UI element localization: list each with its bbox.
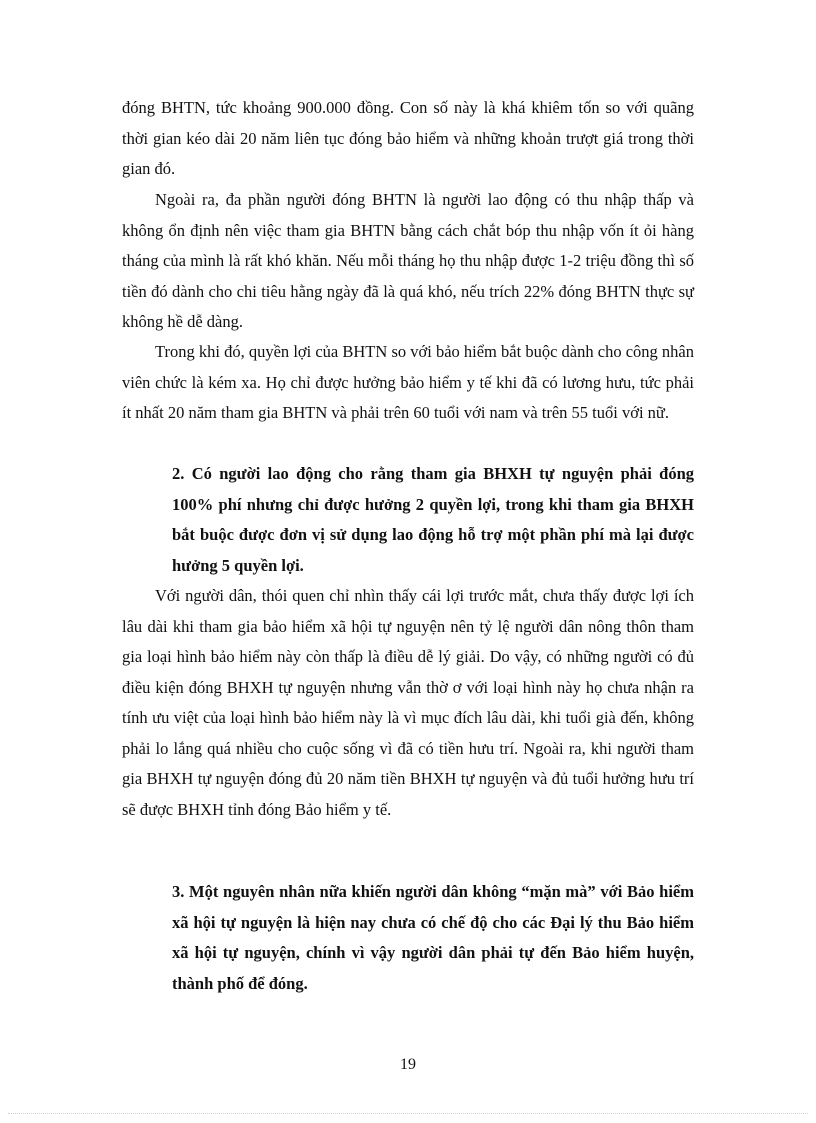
section-heading-3: 3. Một nguyên nhân nữa khiến người dân không “mặn mà” với Bảo hiểm xã hội tự nguyện là hiện nay chưa có chế độ cho các Đại lý thu Bảo hiểm xã hội tự nguyện, chính vì vậy người dân phải tự đến Bảo hiểm huyện, thành phố để đóng. [172,882,694,993]
paragraph-benefits-comparison: Trong khi đó, quyền lợi của BHTN so với bảo hiểm bắt buộc dành cho công nhân viên chức là kém xa. Họ chỉ được hưởng bảo hiểm y tế khi đã có lương hưu, tức phải ít nhất 20 năm tham gia BHTN và phải trên 60 tuổi với nam và trên 55 tuổi với nữ. [122,342,694,422]
paragraph-awareness: Với người dân, thói quen chỉ nhìn thấy cái lợi trước mắt, chưa thấy được lợi ích lâu dài khi tham gia bảo hiểm xã hội tự nguyện nên tỷ lệ người dân nông thôn tham gia loại hình bảo hiểm này còn thấp là điều dễ lý giải. Do vậy, có những người có đủ điều kiện đóng BHXH tự nguyện nhưng vẫn thờ ơ với loại hình này họ chưa nhận ra tính ưu việt của loại hình bảo hiểm này là vì mục đích lâu dài, khi tuổi già đến, không phải lo lắng quá nhiều cho cuộc sống vì đã có tiền hưu trí. Ngoài ra, khi người tham gia BHXH tự nguyện đóng đủ 20 năm tiền BHXH tự nguyện và đủ tuổi hưởng hưu trí sẽ được BHXH tỉnh đóng Bảo hiểm y tế. [122,586,694,819]
page-number: 19 [400,1056,416,1073]
page-bottom-divider [8,1113,808,1114]
paragraph-continuation: đóng BHTN, tức khoảng 900.000 đồng. Con số này là khá khiêm tốn so với quãng thời gian kéo dài 20 năm liên tục đóng bảo hiểm và những khoản trượt giá trong thời gian đó. [122,98,694,178]
paragraph-low-income: Ngoài ra, đa phần người đóng BHTN là người lao động có thu nhập thấp và không ổn định nên việc tham gia BHTN bằng cách chắt bóp thu nhập vốn ít ỏi hàng tháng của mình là rất khó khăn. Nếu mỗi tháng họ thu nhập được 1-2 triệu đồng thì số tiền đó dành cho chi tiêu hằng ngày đã là quá khó, nếu trích 22% đóng BHTN thực sự không hề dễ dàng. [122,190,694,331]
section-heading-2: 2. Có người lao động cho rằng tham gia BHXH tự nguyện phải đóng 100% phí nhưng chỉ được hưởng 2 quyền lợi, trong khi tham gia BHXH bắt buộc được đơn vị sử dụng lao động hỗ trợ một phần phí mà lại được hưởng 5 quyền lợi. [172,464,694,575]
